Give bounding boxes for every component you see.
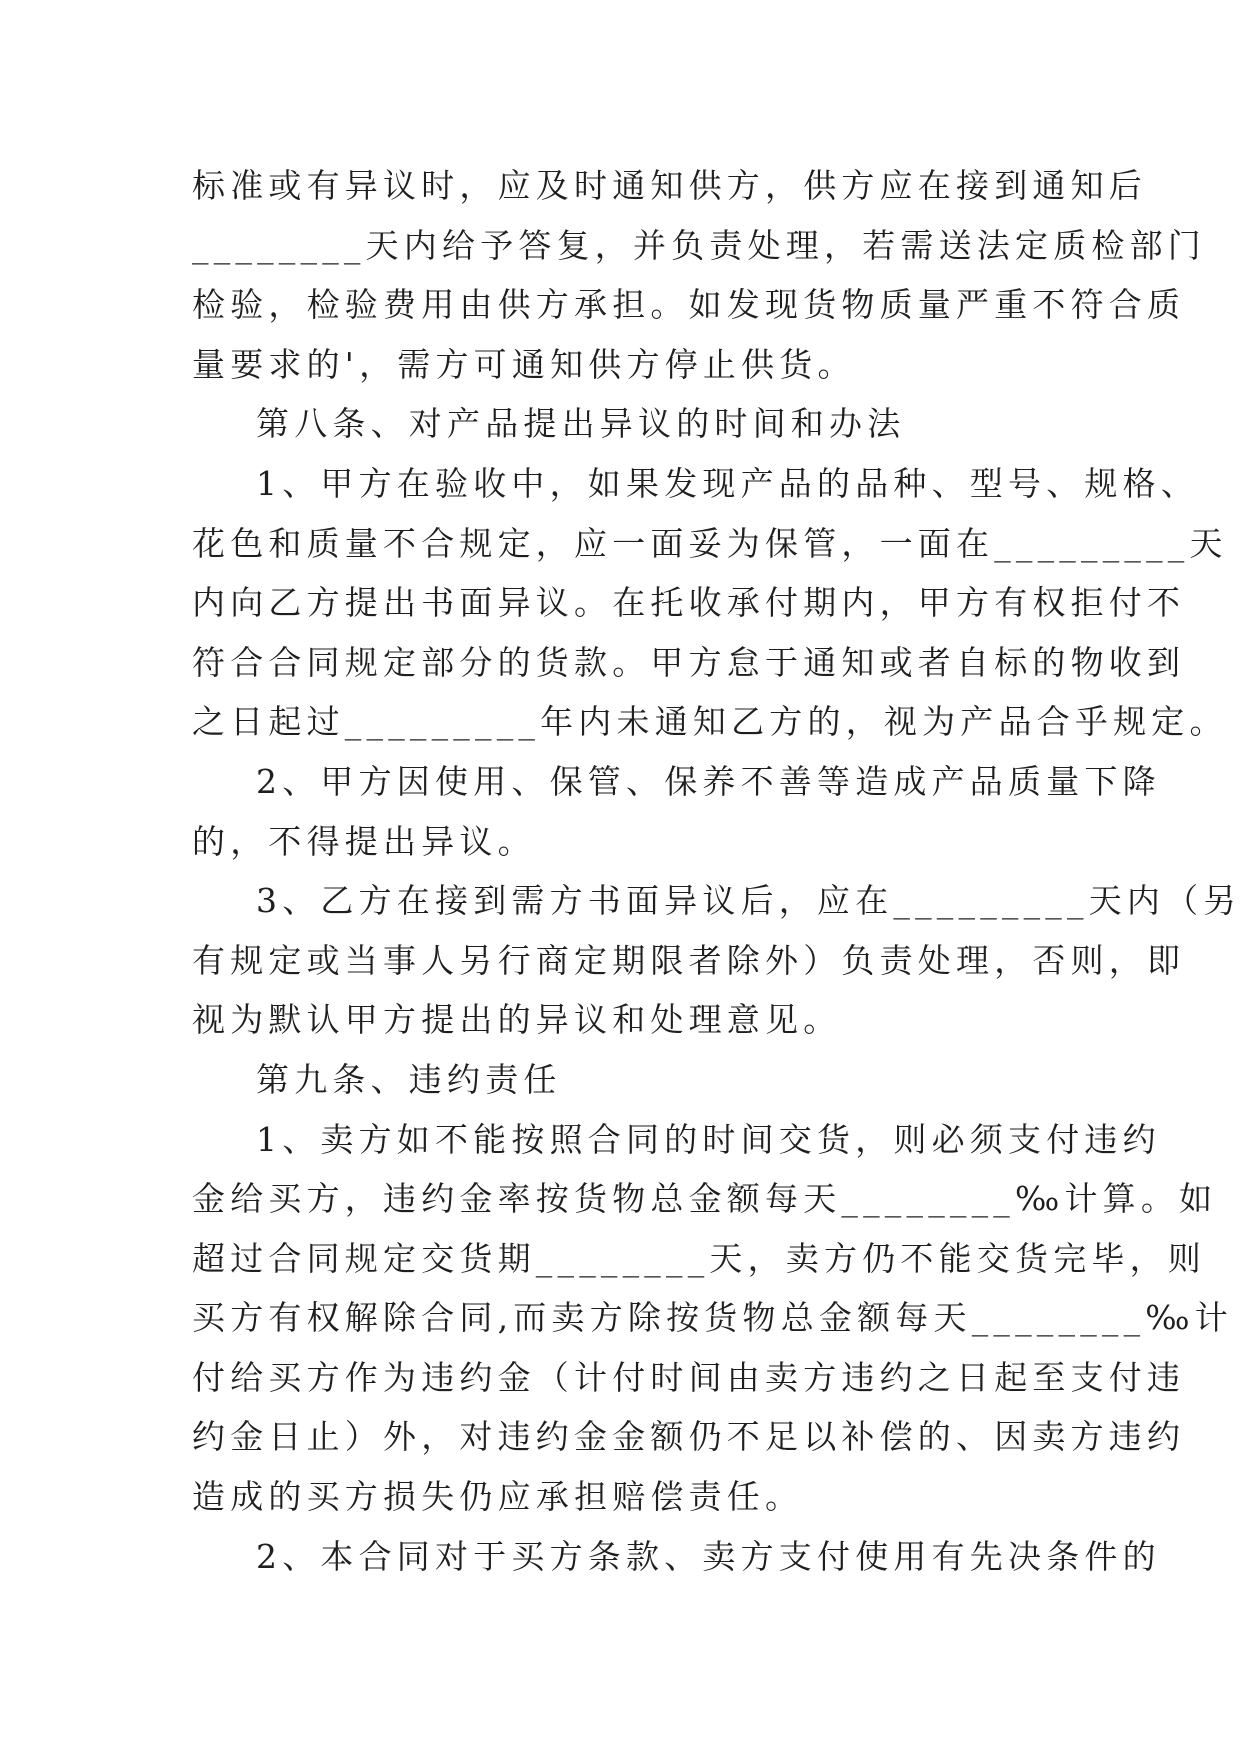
text-line: 2、甲方因使用、保管、保养不善等造成产品质量下降 <box>256 761 1161 801</box>
text-line: 视为默认甲方提出的异议和处理意见。 <box>192 1000 842 1040</box>
text-line: 1、甲方在验收中，如果发现产品的品种、型号、规格、 <box>256 463 1199 503</box>
text-line: 标准或有异议时，应及时通知供方，供方应在接到通知后 <box>192 166 1147 205</box>
text-line: 超过合同规定交货期________天，卖方仍不能交货完毕，则 <box>192 1238 1206 1278</box>
text-line: 之日起过_________年内未通知乙方的，视为产品合乎规定。 <box>192 702 1228 742</box>
text-line: 花色和质量不合规定，应一面妥为保管，一面在_________天 <box>192 523 1228 563</box>
text-line: 约金日止）外，对违约金金额仍不足以补偿的、因卖方违约 <box>192 1417 1186 1457</box>
section-heading: 第八条、对产品提出异议的时间和办法 <box>256 404 906 444</box>
text-line: 内向乙方提出书面异议。在托收承付期内，甲方有权拒付不 <box>192 583 1186 623</box>
text-line: 造成的买方损失仍应承担赔偿责任。 <box>192 1477 804 1517</box>
text-line: 3、乙方在接到需方书面异议后，应在_________天内（另 <box>256 881 1241 921</box>
text-line: 金给买方，违约金率按货物总金额每天________‰计算。如 <box>192 1179 1218 1219</box>
text-line: 有规定或当事人另行商定期限者除外）负责处理，否则，即 <box>192 940 1186 980</box>
text-line: 买方有权解除合同,而卖方除按货物总金额每天________‰计 <box>192 1298 1233 1338</box>
text-line: 2、本合同对于买方条款、卖方支付使用有先决条件的 <box>256 1536 1161 1576</box>
text-line: 1、卖方如不能按照合同的时间交货，则必须支付违约 <box>256 1119 1161 1159</box>
section-heading: 第九条、违约责任 <box>256 1059 562 1099</box>
text-line: 量要求的'，需方可通知供方停止供货。 <box>192 344 856 384</box>
text-line: 符合合同规定部分的货款。甲方怠于通知或者自标的物收到 <box>192 642 1186 682</box>
text-line: 的，不得提出异议。 <box>192 821 536 861</box>
text-line: ________天内给予答复，并负责处理，若需送法定质检部门 <box>192 225 1206 265</box>
text-line: 付给买方作为违约金（计付时间由卖方违约之日起至支付违 <box>192 1357 1186 1397</box>
text-line: 检验，检验费用由供方承担。如发现货物质量严重不符合质 <box>192 285 1186 325</box>
contract-body <box>192 156 1241 1586</box>
